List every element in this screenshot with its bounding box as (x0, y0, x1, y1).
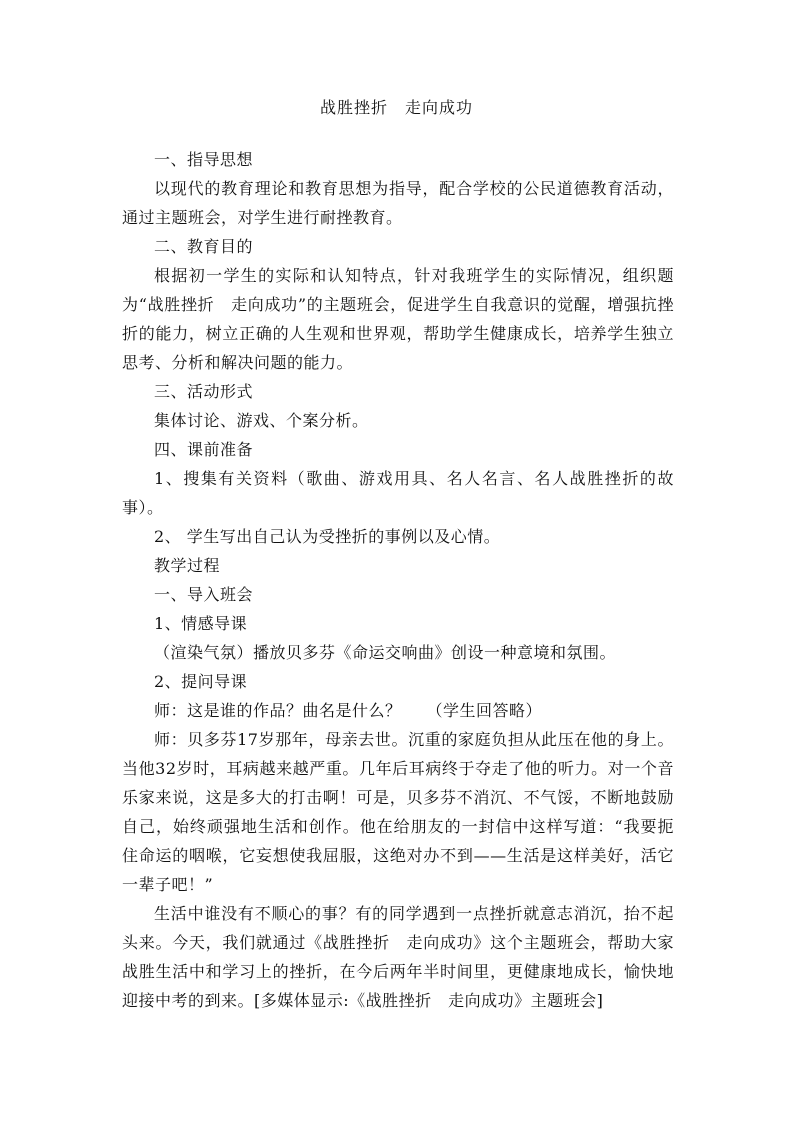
section-heading-teaching-process: 教学过程 (154, 556, 221, 575)
paragraph-guiding-thought: 以现代的教育理论和教育思想为指导，配合学校的公民道德教育活动，通过主题班会，对学生进行耐挫教育。 (122, 179, 674, 227)
paragraph-preparation-2: 2、 学生写出自己认为受挫折的事例以及心情。 (154, 527, 501, 546)
document-body (122, 145, 674, 1015)
section-heading-education-goal: 二、教育目的 (154, 237, 254, 256)
paragraph-preparation-1: 1、搜集有关资料（歌曲、游戏用具、名人名言、名人战胜挫折的故事）。 (122, 469, 674, 517)
paragraph-emotional-intro: （渲染气氛）播放贝多芬《命运交响曲》创设一种意境和氛围。 (154, 643, 617, 662)
paragraph-teacher-question: 师：这是谁的作品？曲名是什么？ （学生回答略） (154, 701, 543, 720)
subheading-emotional-intro: 1、情感导课 (154, 614, 248, 633)
document-title: 战胜挫折 走向成功 (319, 98, 473, 117)
paragraph-activity-form: 集体讨论、游戏、个案分析。 (154, 411, 369, 430)
section-heading-activity-form: 三、活动形式 (154, 382, 254, 401)
paragraph-education-goal: 根据初一学生的实际和认知特点，针对我班学生的实际情况，组织题为“战胜挫折 走向成功”的主题班会，促进学生自我意识的觉醒，增强抗挫折的能力，树立正确的人生观和世界观，帮助学生健康成长，培养学生独立思考、分析和解决问题的能力。 (122, 266, 674, 372)
section-heading-introduction: 一、导入班会 (154, 585, 254, 604)
paragraph-beethoven-story: 师：贝多芬17岁那年，母亲去世。沉重的家庭负担从此压在他的身上。当他32岁时，耳病越来越严重。几年后耳病终于夺走了他的听力。对一个音乐家来说，这是多大的打击啊！可是，贝多芬不消沉、不气馁，不断地鼓励自己，始终顽强地生活和创作。他在给朋友的一封信中这样写道：“我要扼住命运的咽喉，它妄想使我屈服，这绝对办不到——生活是这样美好，活它一辈子吧！” (122, 730, 674, 894)
paragraph-closing: 生活中谁没有不顺心的事？有的同学遇到一点挫折就意志消沉，抬不起头来。今天，我们就通过《战胜挫折 走向成功》这个主题班会，帮助大家战胜生活中和学习上的挫折，在今后两年半时间里，更健康地成长，愉快地迎接中考的到来。[多媒体显示:《战胜挫折 走向成功》主题班会] (122, 904, 674, 1010)
subheading-question-intro: 2、提问导课 (154, 672, 248, 691)
section-heading-preparation: 四、课前准备 (154, 440, 254, 459)
section-heading-guiding-thought: 一、指导思想 (154, 150, 254, 169)
